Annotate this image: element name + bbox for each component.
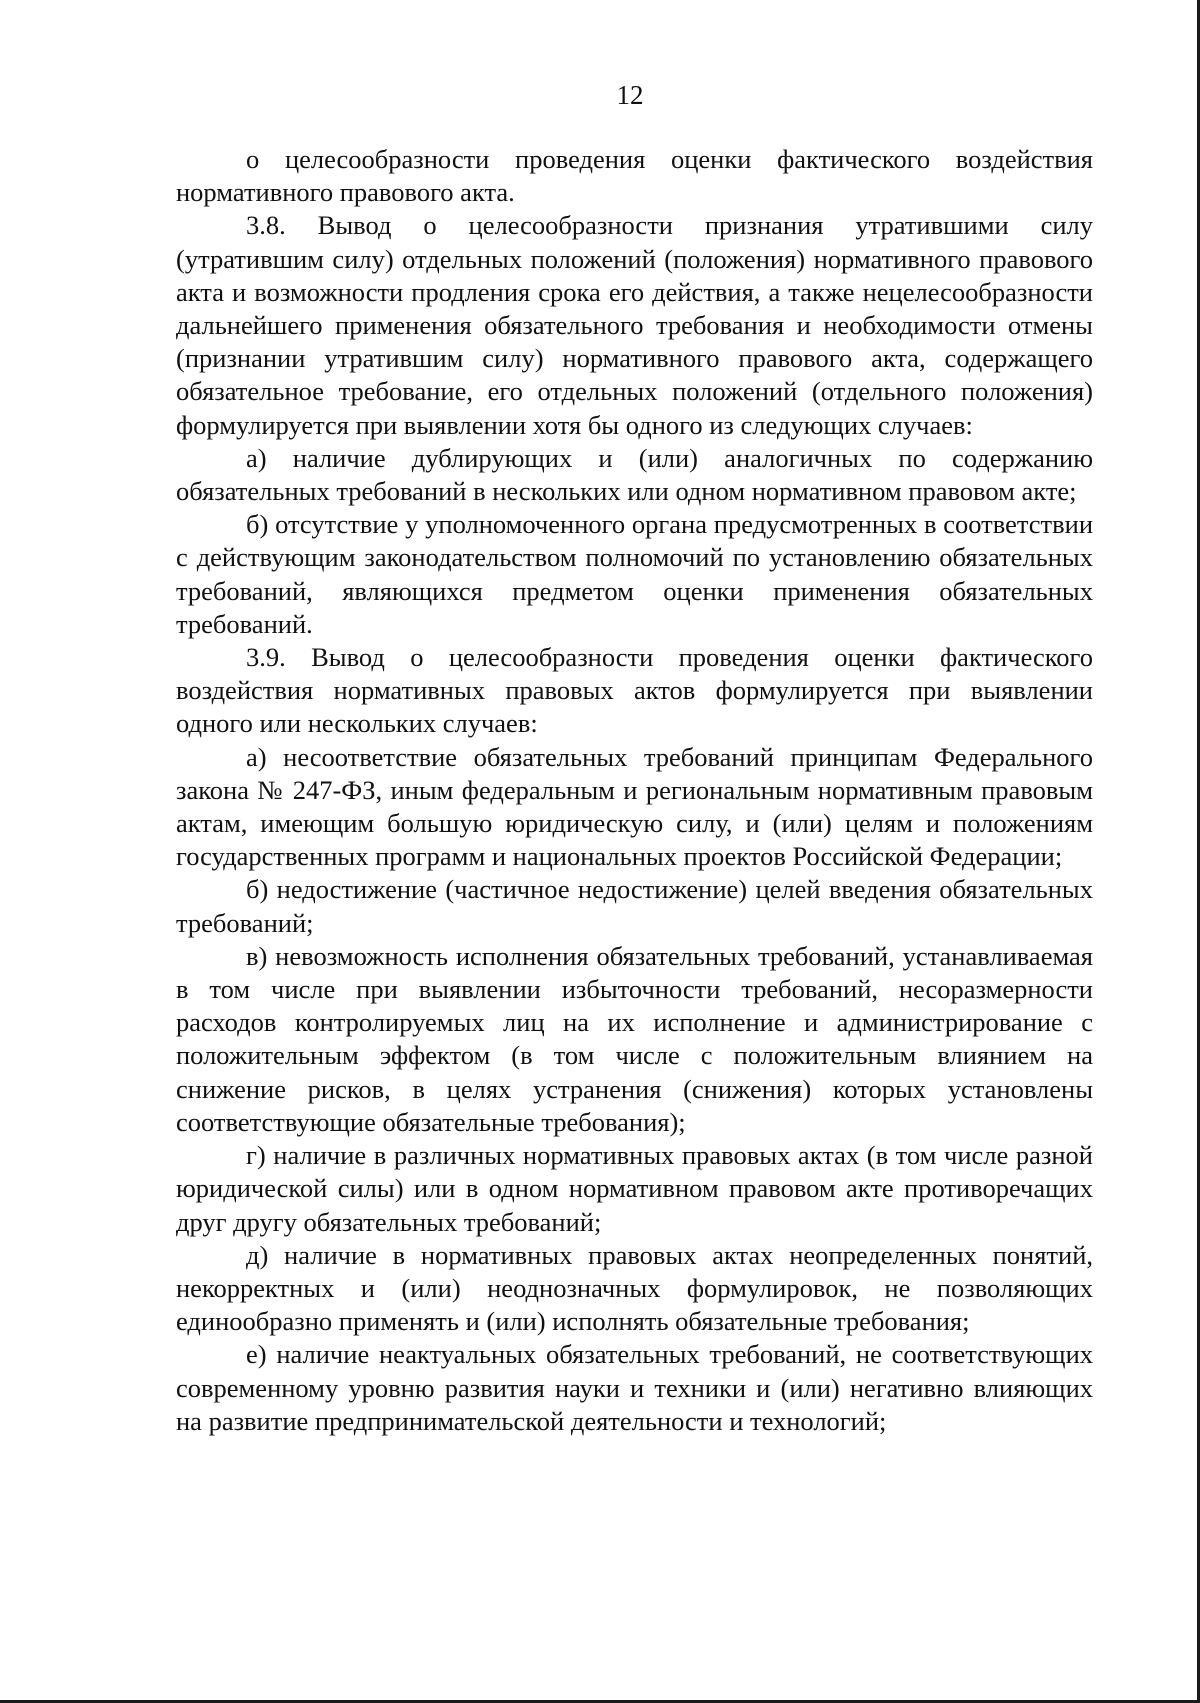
paragraph-3-9-d: д) наличие в нормативных правовых актах неопределенных понятий, некорректных и (или) неоднозначных формулировок, не позволяющих единообразно применять и (или) исполнять обязательные требования; <box>176 1239 1093 1337</box>
paragraph-3-9-b: б) недостижение (частичное недостижение) целей введения обязательных требований; <box>176 874 1093 938</box>
paragraph-3-9: 3.9. Вывод о целесообразности проведения оценки фактического воздействия нормативных правовых актов формулируется при выявлении одного или нескольких случаев: <box>176 642 1093 739</box>
page-number: 12 <box>616 80 644 110</box>
paragraph-3-8: 3.8. Вывод о целесообразности признания утратившими силу (утратившим силу) отдельных положений (положения) нормативного правового акта и возможности продления срока его действия, а также нецелесообразности дальнейшего применения обязательного требования и необходимости отмены (признании утратившим силу) нормативного правового акта, содержащего обязательное требование, его отдельных положений (отдельного положения) формулируется при выявлении хотя бы одного из следующих случаев: <box>176 210 1093 440</box>
paragraph-3-9-g: г) наличие в различных нормативных правовых актах (в том числе разной юридической силы) или в одном нормативном правовом акте противоречащих друг другу обязательных требований; <box>176 1140 1093 1237</box>
document-body <box>176 143 1093 1438</box>
paragraph-3-8-a: а) наличие дублирующих и (или) аналогичных по содержанию обязательных требований в нескольких или одном нормативном правовом акте; <box>176 442 1093 507</box>
paragraph-3-9-a: а) несоответствие обязательных требований принципам Федерального закона № 247-ФЗ, иным федеральным и региональным нормативным правовым актам, имеющим большую юридическую силу, и (или) целям и положениям государственных программ и национальных проектов Российской Федерации; <box>176 741 1093 872</box>
paragraph-3-8-b: б) отсутствие у уполномоченного органа предусмотренных в соответствии с действующим законодательством полномочий по установлению обязательных требований, являющихся предметом оценки применения обязательных требований. <box>176 509 1093 639</box>
paragraph-3-9-v: в) невозможность исполнения обязательных требований, устанавливаемая в том числе при выявлении избыточности требований, несоразмерности расходов контролируемых лиц на их исполнение и администрирование с положительным эффектом (в том числе с положительным влиянием на снижение рисков, в целях устранения (снижения) которых установлены соответствующие обязательные требования); <box>176 940 1093 1137</box>
paragraph-3-9-e: е) наличие неактуальных обязательных требований, не соответствующих современному уровню развития науки и техники и (или) негативно влияющих на развитие предпринимательской деятельности и технологий; <box>176 1339 1093 1436</box>
paragraph-continuation: о целесообразности проведения оценки фактического воздействия нормативного правового акта. <box>176 144 1093 208</box>
